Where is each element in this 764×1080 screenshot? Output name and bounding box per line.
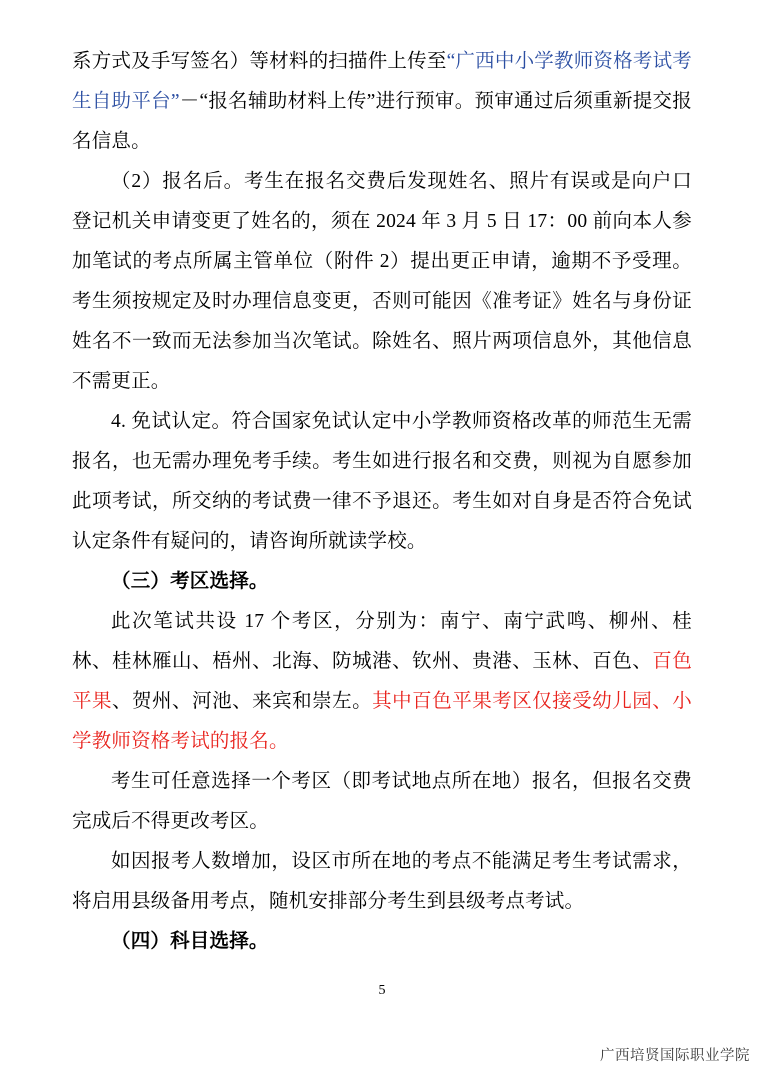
text-run-platform-name: “广西中小学教师资格考试考生自助平台”	[72, 51, 692, 112]
text-run: 考生可任意选择一个考区（即考试地点所在地）报名，但报名交费完成后不得更改考区。	[72, 771, 692, 832]
text-run: （2）报名后。考生在报名交费后发现姓名、照片有误或是向户口登记机关申请变更了姓名的，须在 2024 年 3 月 5 日 17：00 前向本人参加笔试的考点所属主管单位（附件 2）提出更正申请，逾期不予受理。考生须按规定及时办理信息变更，否则可能因《准考证》姓名与身份证姓名不一致而无法参加当次笔试。除姓名、照片两项信息外，其他信息不需更正。	[72, 171, 692, 392]
heading-text: （三）考区选择。	[111, 571, 269, 592]
paragraph-exemption	[72, 402, 692, 562]
heading-text: （四）科目选择。	[111, 931, 269, 952]
text-run: 此次笔试共设 17 个考区，分别为：南宁、南宁武鸣、柳州、桂林、桂林雁山、梧州、北海、防城港、钦州、贵港、玉林、百色、	[72, 611, 692, 672]
heading-subject-selection	[72, 922, 692, 962]
text-run: 、贺州、河池、来宾和崇左。	[112, 691, 373, 712]
paragraph-county-backup	[72, 842, 692, 922]
paragraph-continued	[72, 42, 692, 162]
paragraph-district-list	[72, 602, 692, 762]
page-number: 5	[378, 983, 386, 998]
document-body	[72, 42, 692, 962]
text-run: 4. 免试认定。符合国家免试认定中小学教师资格改革的师范生无需报名，也无需办理免考手续。考生如进行报名和交费，则视为自愿参加此项考试，所交纳的考试费一律不予退还。考生如对自身是否符合免试认定条件有疑问的，请咨询所就读学校。	[72, 411, 692, 552]
heading-exam-district	[72, 562, 692, 602]
text-run-highlight-district: 百色平果	[72, 651, 692, 712]
text-run: 系方式及手写签名）等材料的扫描件上传至	[72, 51, 447, 72]
footer-institution-name: 广西培贤国际职业学院	[600, 1048, 750, 1064]
text-run: 如因报考人数增加，设区市所在地的考点不能满足考生考试需求，将启用县级备用考点，随机安排部分考生到县级考点考试。	[72, 851, 692, 912]
text-run: －“报名辅助材料上传”进行预审。预审通过后须重新提交报名信息。	[72, 91, 692, 152]
paragraph-choose-one-district	[72, 762, 692, 842]
paragraph-after-registration	[72, 162, 692, 402]
text-run-highlight-note: 其中百色平果考区仅接受幼儿园、小学教师资格考试的报名。	[72, 691, 692, 752]
